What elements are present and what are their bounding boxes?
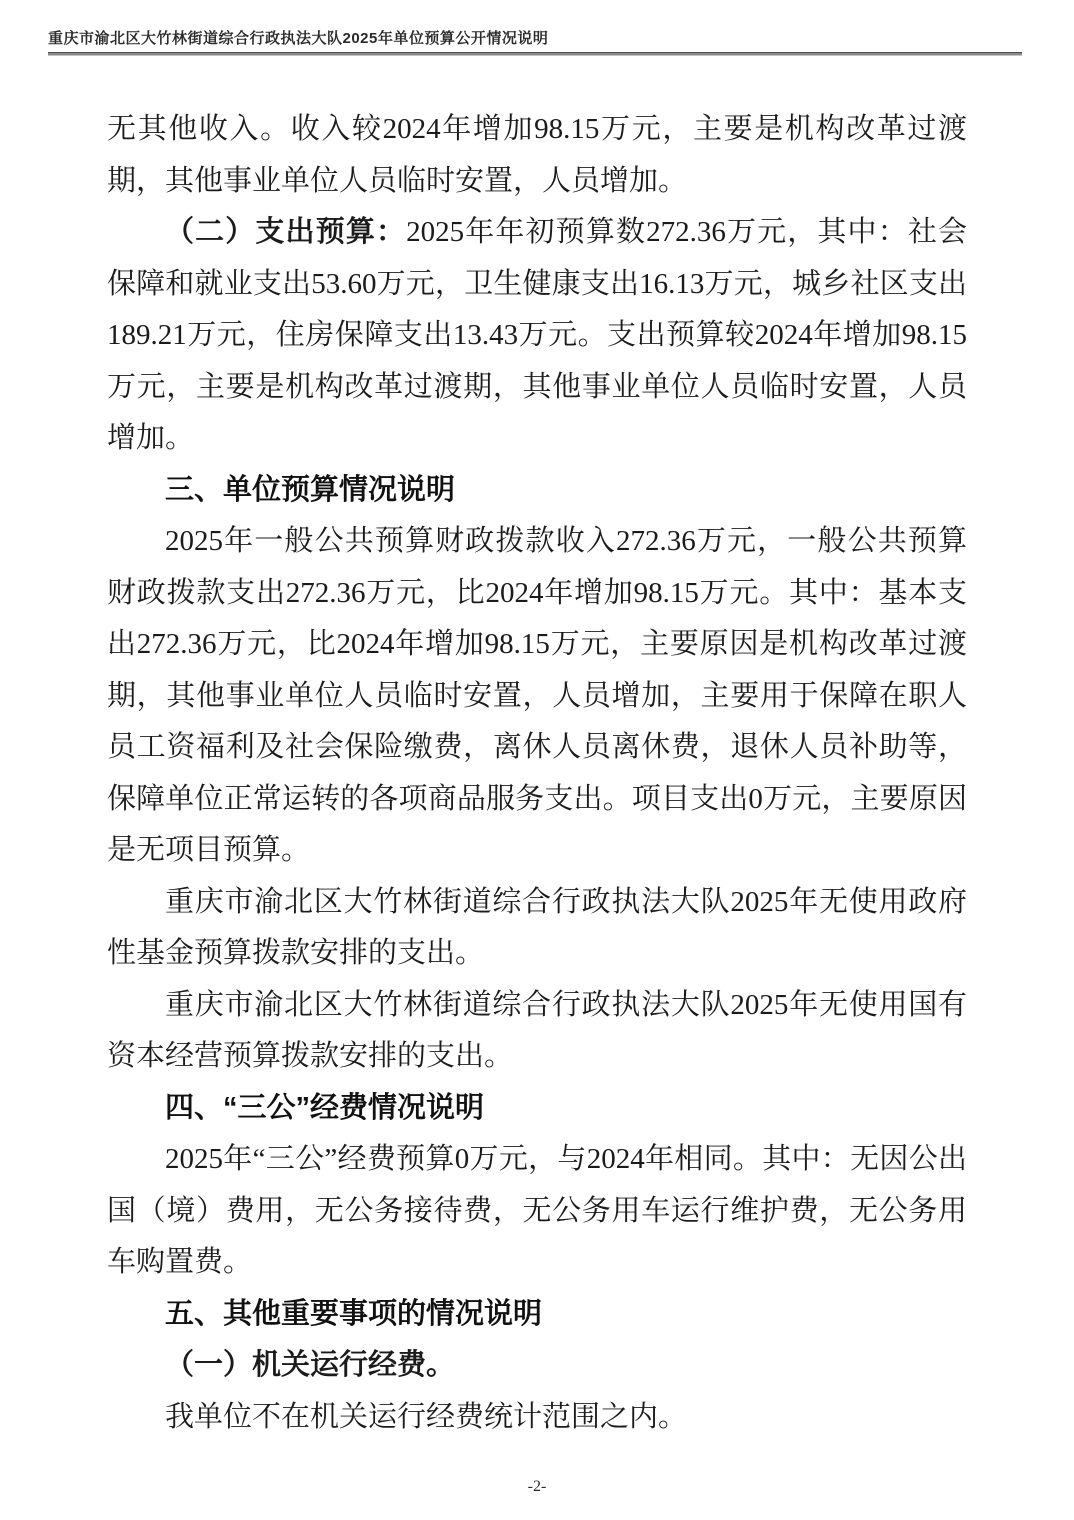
section-heading-4: 四、“三公”经费情况说明 — [165, 1091, 485, 1124]
paragraph: 2025年一般公共预算财政拨款收入272.36万元，一般公共预算财政拨款支出272.36万元，比2024年增加98.15万元。其中：基本支出272.36万元，比2024年增加98.15万元，主要原因是机构改革过渡期，其他事业单位人员临时安置，人员增加，主要用于保障在职人员工资福利及社会保险缴费，离休人员离休费，退休人员补助等，保障单位正常运转的各项商品服务支出。项目支出0万元，主要原因是无项目预算。 — [107, 525, 967, 866]
sub-heading: （一）机关运行经费。 — [165, 1349, 456, 1381]
header-rule — [48, 52, 1022, 56]
paragraph — [107, 207, 967, 465]
document-body — [107, 104, 967, 1443]
page-number: -2- — [527, 1478, 547, 1495]
paragraph: 无其他收入。收入较2024年增加98.15万元，主要是机构改革过渡期，其他事业单位人员临时安置，人员增加。 — [107, 113, 967, 197]
paragraph: 2025年“三公”经费预算0万元，与2024年相同。其中：无因公出国（境）费用，无公务接待费，无公务用车运行维护费，无公务用车购置费。 — [107, 1143, 967, 1278]
section-heading-3: 三、单位预算情况说明 — [165, 473, 456, 506]
paragraph: 我单位不在机关运行经费统计范围之内。 — [165, 1400, 688, 1433]
paragraph-lead: （二）支出预算： — [165, 216, 407, 248]
document-header — [48, 30, 1022, 56]
paragraph: 重庆市渝北区大竹林街道综合行政执法大队2025年无使用政府性基金预算拨款安排的支出。 — [107, 885, 967, 969]
header-title: 重庆市渝北区大竹林街道综合行政执法大队2025年单位预算公开情况说明 — [48, 30, 549, 47]
paragraph: 重庆市渝北区大竹林街道综合行政执法大队2025年无使用国有资本经营预算拨款安排的支出。 — [107, 988, 967, 1072]
paragraph-text: 2025年年初预算数272.36万元，其中：社会保障和就业支出53.60万元，卫生健康支出16.13万元，城乡社区支出189.21万元，住房保障支出13.43万元。支出预算较2024年增加98.15万元，主要是机构改革过渡期，其他事业单位人员临时安置，人员增加。 — [107, 216, 967, 454]
section-heading-5: 五、其他重要事项的情况说明 — [165, 1297, 543, 1330]
page-footer — [0, 1478, 1074, 1496]
